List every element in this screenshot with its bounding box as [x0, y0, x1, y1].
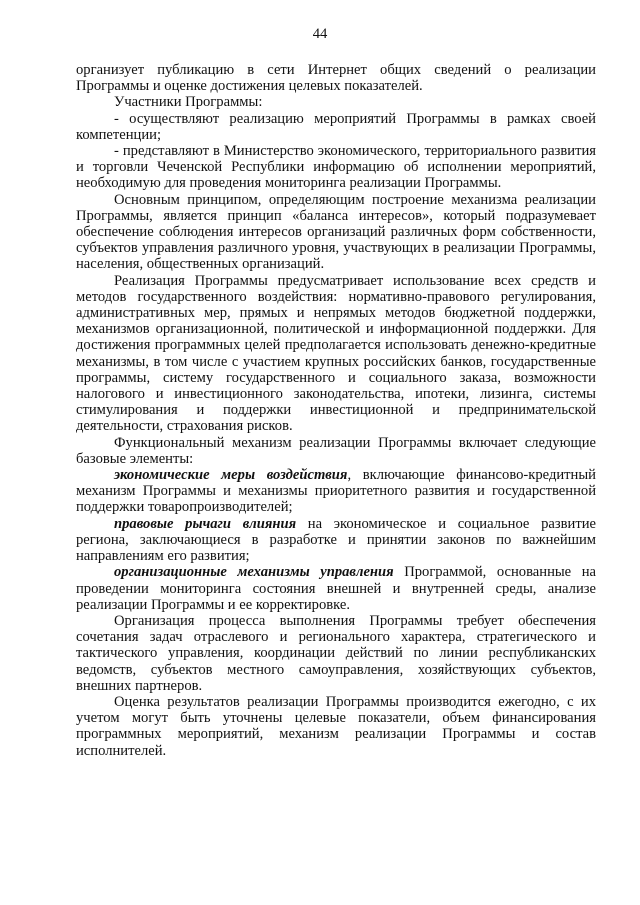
- paragraph: [76, 516, 596, 565]
- emphasis-term: правовые рычаги влияния: [114, 515, 297, 532]
- emphasis-term: экономические меры воздействия: [114, 467, 348, 484]
- paragraph: Реализация Программы предусматривает использование всех средств и методов государственного воздействия: нормативно-правового регулирования, административных мер, прямых и непрямых методов бюджетной поддержки, механизмов организационной, политической и информационной поддержки. Для достижения программных целей предполагается использовать денежно-кредитные механизмы, в том числе с участием крупных российских банков, государственные программы, систему государственного и социального заказа, возможности налогового и инвестиционного законодательства, ипотеки, лизинга, системы стимулирования и поддержки инвестиционной и предпринимательской деятельности, страхования рисков.: [76, 272, 596, 435]
- paragraph: организует публикацию в сети Интернет общих сведений о реализации Программы и оценке достижения целевых показателей.: [76, 62, 596, 95]
- paragraph: Организация процесса выполнения Программы требует обеспечения сочетания задач отраслевого и регионального характера, стратегического и тактического управления, координации действий по линии республиканских ведомств, субъектов местного самоуправления, хозяйствующих субъектов, внешних партнеров.: [76, 612, 596, 694]
- paragraph: [76, 467, 596, 516]
- emphasis-term: организационные механизмы управления: [114, 564, 394, 581]
- paragraph: - представляют в Министерство экономического, территориального развития и торговли Чеченской Республики информацию об исполнении мероприятий, необходимую для проведения мониторинга реализации Программы.: [76, 143, 596, 192]
- page-number: 44: [312, 26, 328, 42]
- document-body: [76, 62, 596, 759]
- paragraph: Функциональный механизм реализации Программы включает следующие базовые элементы:: [76, 434, 596, 467]
- paragraph: Участники Программы:: [114, 94, 263, 111]
- paragraph: Основным принципом, определяющим построение механизма реализации Программы, является принцип «баланса интересов», который подразумевает обеспечение соблюдения интересов организаций различных форм собственности, субъектов управления различного уровня, участвующих в реализации Программы, населения, общественных организаций.: [76, 191, 596, 273]
- paragraph-text: на экономическое и социальное развитие региона, заключающиеся в разработке и принятии законов по важнейшим направлениям его развития;: [76, 515, 596, 565]
- paragraph: [76, 564, 596, 613]
- paragraph-text: , включающие финансово-кредитный механизм Программы и механизмы приоритетного развития и государственной поддержки товаропроизводителей;: [76, 467, 596, 516]
- paragraph: - осуществляют реализацию мероприятий Программы в рамках своей компетенции;: [76, 110, 596, 143]
- paragraph: Оценка результатов реализации Программы производится ежегодно, с их учетом могут быть уточнены целевые показатели, объем финансирования программных мероприятий, механизм реализации Программы и состав исполнителей.: [76, 693, 596, 759]
- paragraph-text: Программой, основанные на проведении мониторинга состояния внешней и внутренней среды, анализе реализации Программы и ее корректировке.: [76, 564, 596, 613]
